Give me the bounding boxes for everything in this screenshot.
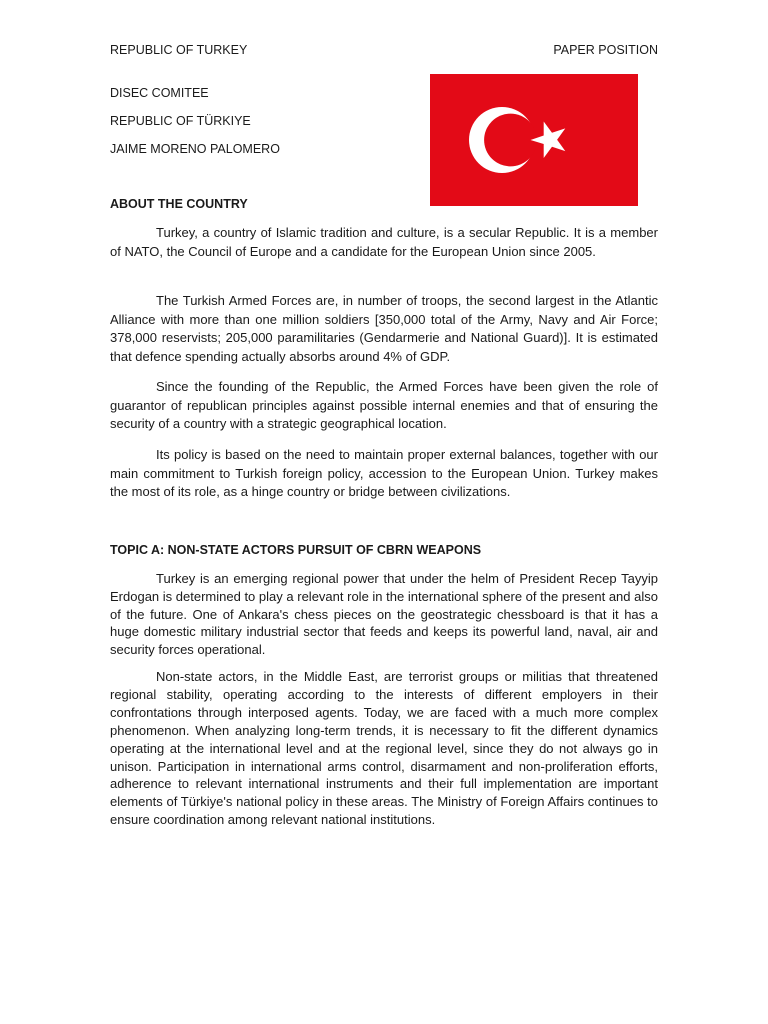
section-heading-topic-a: TOPIC A: NON-STATE ACTORS PURSUIT OF CBRN WEAPONS — [110, 543, 482, 557]
about-paragraph: Its policy is based on the need to maintain proper external balances, together with our main commitment to Turkish foreign policy, accession to the European Union. Turkey makes the most of its role, as a hinge country or bridge between civilizations. — [110, 447, 658, 499]
about-paragraph: Since the founding of the Republic, the Armed Forces have been given the role of guarantor of republican principles against possible internal enemies and that of ensuring the security of a country with a strategic geographical location. — [110, 379, 658, 431]
header-doc-type: PAPER POSITION — [553, 43, 658, 57]
section-heading-about: ABOUT THE COUNTRY — [110, 197, 248, 211]
topic-a-paragraph: Non-state actors, in the Middle East, are terrorist groups or militias that threatened regional stability, operating according to the interests of different employers in their confrontations through interposed agents. Today, we are faced with a much more complex phenomenon. When analyzing long-term trends, it is necessary to fit the different dynamics operating at the international level and at the regional level, since they do not always go in unison. Participation in international arms control, disarmament and non-proliferation efforts, adherence to relevant international instruments and their full implementation are important elements of Türkiye's national policy in these areas. The Ministry of Foreign Affairs continues to ensure coordination among relevant national institutions. — [110, 669, 658, 828]
delegate-name: JAIME MORENO PALOMERO — [110, 142, 280, 156]
delegation-country: REPUBLIC OF TÜRKIYE — [110, 114, 251, 128]
about-paragraph: Turkey, a country of Islamic tradition and culture, is a secular Republic. It is a member of NATO, the Council of Europe and a candidate for the European Union since 2005. — [110, 225, 658, 259]
topic-a-paragraph: Turkey is an emerging regional power that under the helm of President Recep Tayyip Erdogan is determined to play a relevant role in the international sphere of the present and also of the future. One of Ankara's chess pieces on the geostrategic chessboard is that it has a huge domestic military industrial sector that feeds and keeps its powerful land, naval, air and security forces operational. — [110, 571, 658, 658]
committee-name: DISEC COMITEE — [110, 86, 209, 100]
about-paragraph: The Turkish Armed Forces are, in number of troops, the second largest in the Atlantic Alliance with more than one million soldiers [350,000 total of the Army, Navy and Air Force; 378,000 reservists; 205,000 paramilitaries (Gendarmerie and National Guard)]. It is estimated that defence spending actually absorbs around 4% of GDP. — [110, 293, 658, 364]
turkey-flag-icon — [430, 74, 638, 206]
header-country: REPUBLIC OF TURKEY — [110, 43, 248, 57]
